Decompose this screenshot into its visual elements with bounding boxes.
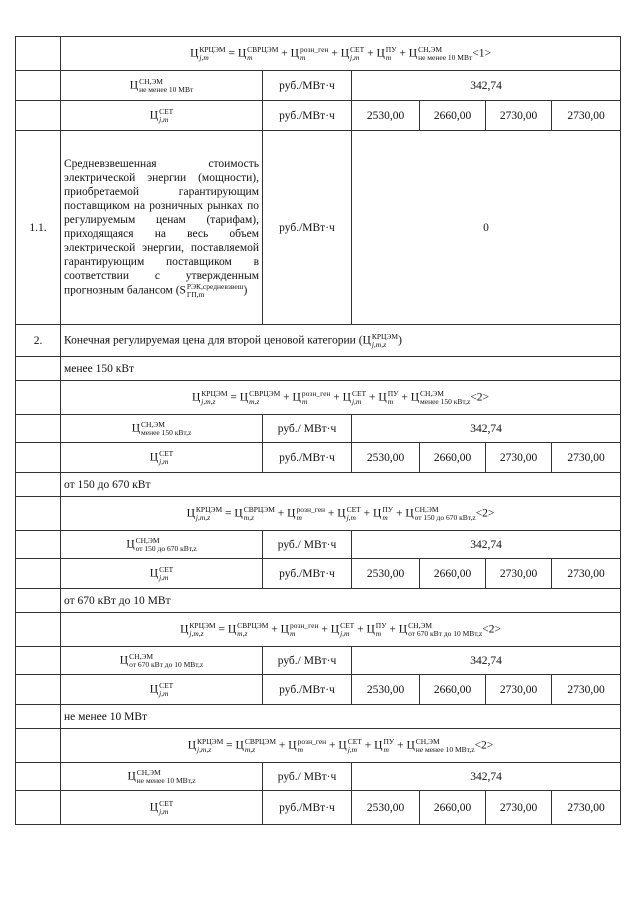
value-cell: 2730,00 <box>552 675 621 705</box>
value-cell: 2530,00 <box>352 559 420 589</box>
item-number: 2. <box>16 325 61 357</box>
item-1-1-row <box>16 131 621 325</box>
group-set-row <box>16 559 621 589</box>
group-formula: Ц КРЦЭМ j,m,z = Ц СВРЦЭМ m,z + Ц розн_ген m + Ц СЕТ j,m + Ц ПУ m + Ц СН,ЭМ от 670 кВт до 10 МВт,z <2> <box>61 613 621 647</box>
value-cell: 2730,00 <box>552 101 621 131</box>
value-cell: 342,74 <box>352 415 621 443</box>
value-cell: 2730,00 <box>486 101 552 131</box>
value-cell: 2730,00 <box>486 443 552 473</box>
sn-label: Ц СН,ЭМ не менее 10 МВт,z <box>61 763 263 791</box>
value-cell: 2660,00 <box>420 791 486 825</box>
group-label: от 150 до 670 кВт <box>61 473 621 497</box>
unit-cell: руб./МВт·ч <box>263 791 352 825</box>
num-cell <box>16 381 61 415</box>
item-2-row <box>16 325 621 357</box>
formula-row <box>16 37 621 71</box>
num-cell <box>16 613 61 647</box>
set-label: Ц СЕТ j,m <box>61 559 263 589</box>
unit-cell: руб./МВт·ч <box>263 71 352 101</box>
unit-cell: руб./МВт·ч <box>263 675 352 705</box>
value-cell: 2660,00 <box>420 101 486 131</box>
group-label-row <box>16 705 621 729</box>
num-cell <box>16 415 61 443</box>
group-formula-row <box>16 497 621 531</box>
unit-cell: руб./ МВт·ч <box>263 763 352 791</box>
unit-cell: руб./МВт·ч <box>263 101 352 131</box>
value-cell: 2730,00 <box>486 675 552 705</box>
num-cell <box>16 473 61 497</box>
sn-row <box>16 71 621 101</box>
num-cell <box>16 443 61 473</box>
sn-label: Ц СН,ЭМ не менее 10 МВт <box>61 71 263 101</box>
group-sn-row <box>16 531 621 559</box>
unit-cell: руб./ МВт·ч <box>263 531 352 559</box>
group-label-row <box>16 589 621 613</box>
value-cell: 2530,00 <box>352 791 420 825</box>
tariff-table <box>15 36 621 825</box>
num-cell <box>16 559 61 589</box>
value-cell: 2730,00 <box>552 559 621 589</box>
group-formula-row <box>16 381 621 415</box>
sn-label: Ц СН,ЭМ менее 150 кВт,z <box>61 415 263 443</box>
set-label: Ц СЕТ j,m <box>61 443 263 473</box>
set-label: Ц СЕТ j,m <box>61 791 263 825</box>
num-cell <box>16 101 61 131</box>
num-cell <box>16 647 61 675</box>
group-set-row <box>16 443 621 473</box>
group-label: от 670 кВт до 10 МВт <box>61 589 621 613</box>
value-cell: 342,74 <box>352 647 621 675</box>
group-sn-row <box>16 763 621 791</box>
group-sn-row <box>16 415 621 443</box>
group-formula-row <box>16 613 621 647</box>
value-cell: 2530,00 <box>352 443 420 473</box>
group-formula: Ц КРЦЭМ j,m,z = Ц СВРЦЭМ m,z + Ц розн_ген m + Ц СЕТ j,m + Ц ПУ m + Ц СН,ЭМ не менее 10 МВт,z <2> <box>61 729 621 763</box>
num-cell <box>16 497 61 531</box>
num-cell <box>16 357 61 381</box>
num-cell <box>16 675 61 705</box>
value-cell: 2730,00 <box>552 791 621 825</box>
value-cell: 342,74 <box>352 531 621 559</box>
set-label: Ц СЕТ j,m <box>61 675 263 705</box>
num-cell <box>16 589 61 613</box>
value-cell: 2730,00 <box>486 559 552 589</box>
value-cell: 2730,00 <box>552 443 621 473</box>
group-formula-row <box>16 729 621 763</box>
item-description: Средневзвешенная стоимость электрической энергии (мощности), приобретаемой гарантирующим поставщиком на розничных рынках по регулируемым ценам (тарифам), приходящаяся на весь объем электрической энергии, поставляемой гарантирующим поставщиком в соответствии с утвержденным прогнозным балансом (S РЭК,средневзвеш ГП,m ) <box>61 131 263 325</box>
value-cell: 0 <box>352 131 621 325</box>
value-cell: 2660,00 <box>420 559 486 589</box>
group-label-row <box>16 357 621 381</box>
formula-top: Ц КРЦЭМ j,m = Ц СВРЦЭМ m + Ц розн_ген m + Ц СЕТ j,m + Ц ПУ m + Ц СН,ЭМ не менее 10 МВт <1> <box>61 37 621 71</box>
num-cell <box>16 763 61 791</box>
group-formula: Ц КРЦЭМ j,m,z = Ц СВРЦЭМ m,z + Ц розн_ген m + Ц СЕТ j,m + Ц ПУ m + Ц СН,ЭМ от 150 до 670 кВт,z <2> <box>61 497 621 531</box>
num-cell <box>16 729 61 763</box>
value-cell: 2660,00 <box>420 443 486 473</box>
group-set-row <box>16 791 621 825</box>
set-label: Ц СЕТ j,m <box>61 101 263 131</box>
value-cell: 342,74 <box>352 763 621 791</box>
sn-label: Ц СН,ЭМ от 670 кВт до 10 МВт,z <box>61 647 263 675</box>
group-label: менее 150 кВт <box>61 357 621 381</box>
set-row <box>16 101 621 131</box>
group-label: не менее 10 МВт <box>61 705 621 729</box>
value-cell: 2530,00 <box>352 675 420 705</box>
section-title: Конечная регулируемая цена для второй ценовой категории (Ц КРЦЭМ j,m,z ) <box>61 325 621 357</box>
unit-cell: руб./МВт·ч <box>263 131 352 325</box>
item-number: 1.1. <box>16 131 61 325</box>
unit-cell: руб./МВт·ч <box>263 559 352 589</box>
num-cell <box>16 791 61 825</box>
value-cell: 2530,00 <box>352 101 420 131</box>
unit-cell: руб./МВт·ч <box>263 443 352 473</box>
unit-cell: руб./ МВт·ч <box>263 647 352 675</box>
num-cell <box>16 71 61 101</box>
value-cell: 2730,00 <box>486 791 552 825</box>
num-cell <box>16 705 61 729</box>
group-formula: Ц КРЦЭМ j,m,z = Ц СВРЦЭМ m,z + Ц розн_ген m + Ц СЕТ j,m + Ц ПУ m + Ц СН,ЭМ менее 150 кВт,z <2> <box>61 381 621 415</box>
group-set-row <box>16 675 621 705</box>
value-cell: 2660,00 <box>420 675 486 705</box>
group-label-row <box>16 473 621 497</box>
sn-label: Ц СН,ЭМ от 150 до 670 кВт,z <box>61 531 263 559</box>
num-cell <box>16 531 61 559</box>
num-cell <box>16 37 61 71</box>
unit-cell: руб./ МВт·ч <box>263 415 352 443</box>
value-cell: 342,74 <box>352 71 621 101</box>
group-sn-row <box>16 647 621 675</box>
